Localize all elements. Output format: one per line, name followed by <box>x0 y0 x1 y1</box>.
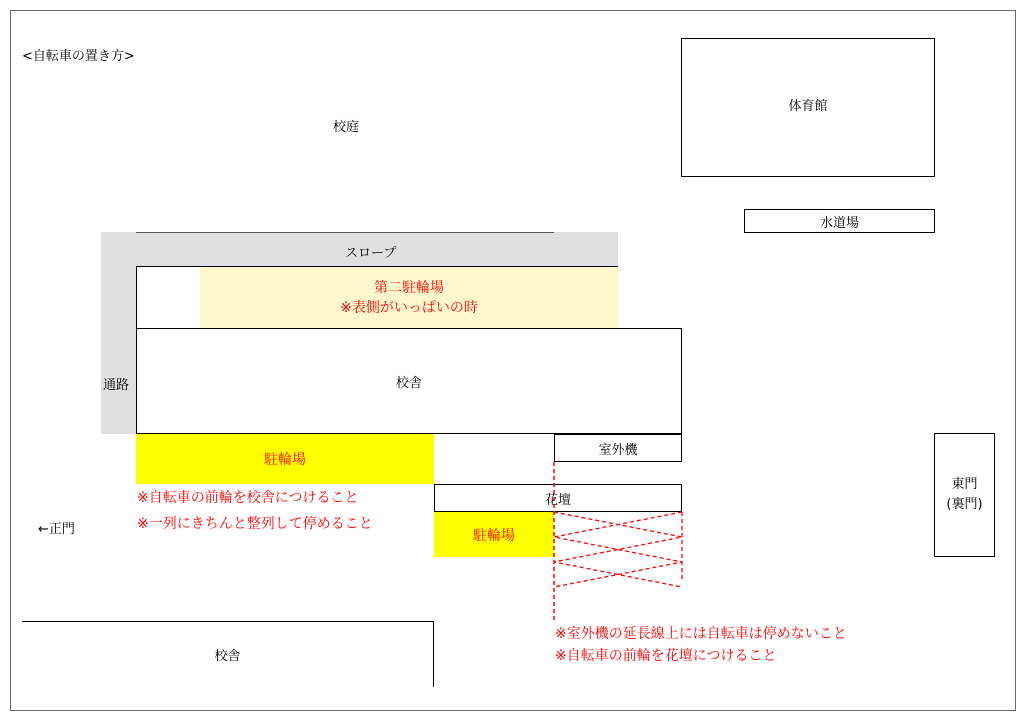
slope-label: スロープ <box>345 246 397 261</box>
parking-small-label: 駐輪場 <box>473 527 515 544</box>
east-gate-label: 東門 <box>951 477 978 492</box>
school-building-bottom <box>22 621 434 687</box>
main-gate-label: ←正門 <box>38 522 75 537</box>
ac-unit <box>554 434 682 462</box>
back-gate-label: (裏門) <box>946 497 983 512</box>
second-parking-note: ※表側がいっぱいの時 <box>340 299 478 316</box>
note-no-parking-ac: ※室外機の延長線上には自転車は停めないこと <box>555 626 847 642</box>
ac-unit-label: 室外機 <box>598 442 638 458</box>
school-building-main <box>136 328 682 434</box>
gym-building <box>681 38 935 177</box>
second-parking-label: 第二駐輪場 <box>374 279 444 296</box>
school-building-bottom-label: 校舎 <box>214 649 241 664</box>
note-front-wheel-flowerbed: ※自転車の前輪を花壇につけること <box>555 648 777 664</box>
parking-main-label: 駐輪場 <box>264 452 306 468</box>
passage-label: 通路 <box>103 378 130 393</box>
school-building-main-label: 校舎 <box>395 375 422 391</box>
schoolyard-label: 校庭 <box>333 120 360 135</box>
diagram-title: <自転車の置き方> <box>22 49 135 64</box>
flower-bed <box>434 484 682 512</box>
flower-bed-label: 花壇 <box>544 492 571 508</box>
slope-edge-line <box>136 232 554 233</box>
note-line-up: ※一列にきちんと整列して停めること <box>137 516 373 532</box>
water-station-label: 水道場 <box>819 215 859 231</box>
note-front-wheel-building: ※自転車の前輪を校舎につけること <box>137 490 359 506</box>
slope-opening <box>136 266 200 328</box>
gym-label: 体育館 <box>788 99 828 114</box>
parking-main <box>136 434 434 484</box>
passage-area <box>101 232 136 434</box>
east-gate <box>934 433 995 557</box>
water-station <box>744 209 935 233</box>
parking-small <box>434 512 554 557</box>
second-parking-area <box>200 266 618 328</box>
